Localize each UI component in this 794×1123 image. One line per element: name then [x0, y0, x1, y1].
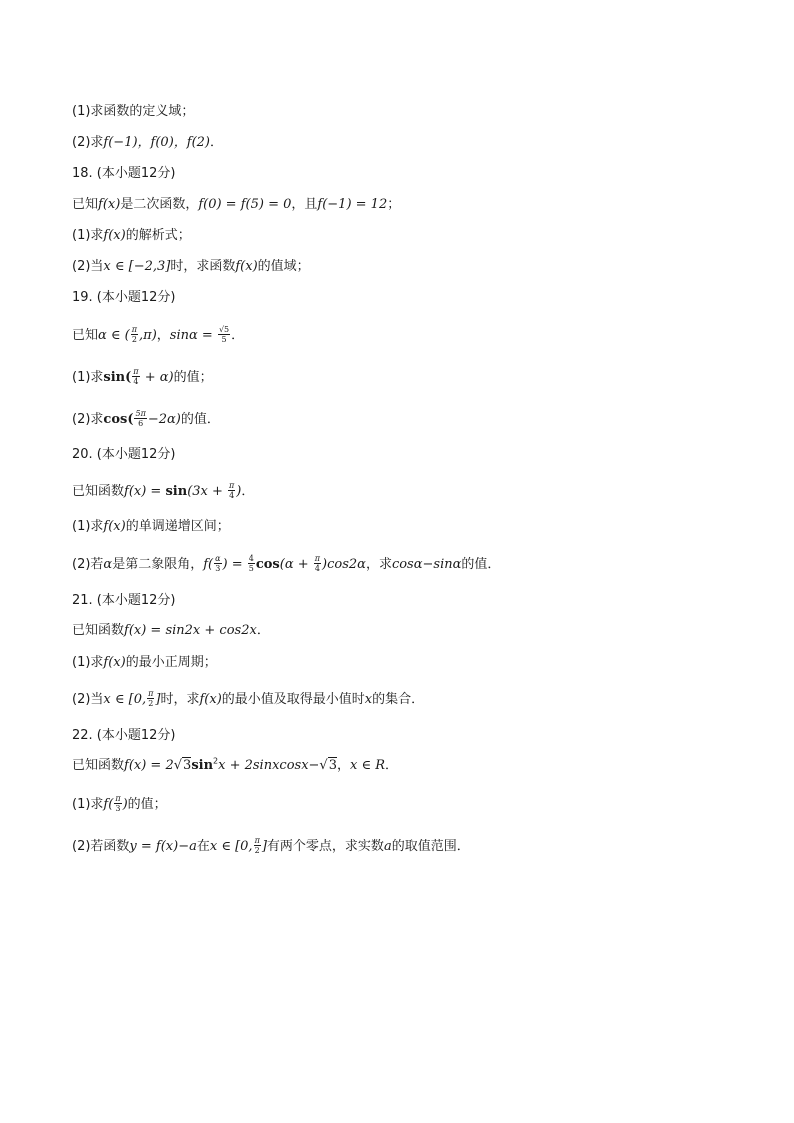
- fraction-numerator: π: [229, 481, 235, 490]
- fraction: [254, 836, 261, 855]
- text: 的最小正周期；: [125, 655, 217, 670]
- text: (2)当: [72, 259, 104, 274]
- fraction-denominator: 2: [131, 335, 137, 344]
- fraction-denominator: 4: [133, 377, 139, 386]
- math: x ∈ [−2,3]: [103, 259, 171, 274]
- text: ，且: [291, 197, 318, 212]
- q19-stem: [72, 326, 244, 345]
- q18-part1: [72, 227, 191, 245]
- text: (1)求: [72, 370, 104, 385]
- q22-part2: [72, 837, 470, 856]
- text: 的值．: [180, 412, 220, 427]
- sqrt-radicand: 3: [183, 758, 192, 773]
- question-number: 20. (本小题12分): [72, 447, 176, 462]
- text: 已知函数: [72, 758, 125, 773]
- math: f(: [203, 557, 214, 572]
- math: f(x): [235, 259, 258, 274]
- text: 是第二象限角，: [112, 557, 204, 572]
- exponent: 2: [213, 756, 219, 766]
- math: f(−1)，f(0)，f(2): [103, 135, 210, 150]
- q21-stem: [72, 622, 270, 640]
- math: ): [236, 484, 242, 499]
- question-number: 18. (本小题12分): [72, 166, 176, 181]
- question-number: 22. (本小题12分): [72, 728, 176, 743]
- math: x ∈ R: [350, 758, 386, 773]
- fraction: [114, 794, 121, 813]
- math: f(x) =: [124, 484, 166, 499]
- q20-part2: [72, 555, 500, 574]
- math: (α +: [279, 557, 313, 572]
- q21-part1: [72, 654, 217, 672]
- fraction-denominator: 4: [314, 564, 320, 573]
- q19-part2: [72, 410, 220, 429]
- fraction-numerator: α: [215, 554, 221, 563]
- fraction-numerator: π: [314, 554, 321, 563]
- text: (1)求: [72, 655, 104, 670]
- math: α ∈ (: [98, 328, 130, 343]
- math-function: sin: [165, 484, 188, 499]
- math: −2α): [147, 412, 181, 427]
- text: 时，求: [160, 692, 200, 707]
- q17-part2: [72, 134, 223, 152]
- math: f(x): [98, 197, 121, 212]
- text: 在: [196, 839, 210, 854]
- sqrt-symbol: √: [173, 758, 183, 773]
- text: 的取值范围．: [391, 839, 470, 854]
- math: f(x): [103, 228, 126, 243]
- fraction: [131, 325, 138, 344]
- q20-part1: [72, 518, 230, 536]
- text: (2)当: [72, 692, 104, 707]
- text: (2)若函数: [72, 839, 130, 854]
- math: f(x) = sin2x + cos2x: [124, 623, 257, 638]
- text: ．: [241, 484, 255, 499]
- text: ．: [231, 328, 245, 343]
- math: a: [383, 839, 392, 854]
- math: f(x) = 2: [124, 758, 174, 773]
- math-function: sin: [191, 758, 214, 773]
- text: (1)求: [72, 228, 104, 243]
- fraction-denominator: 5: [248, 564, 254, 573]
- text: 已知: [72, 197, 99, 212]
- fraction-numerator: π: [133, 367, 139, 376]
- text: (2)求: [72, 135, 104, 150]
- text: 已知函数: [72, 623, 125, 638]
- question-number: 21. (本小题12分): [72, 593, 176, 608]
- fraction: [147, 689, 154, 708]
- text: 的值；: [173, 370, 213, 385]
- math: f(x): [103, 519, 126, 534]
- text: ．: [385, 758, 399, 773]
- math: ]: [261, 839, 267, 854]
- q21-part2: [72, 690, 424, 709]
- fraction: [214, 554, 221, 573]
- fraction: [134, 409, 146, 428]
- fraction-denominator: 4: [229, 491, 235, 500]
- fraction-denominator: 3: [115, 804, 121, 813]
- fraction-numerator: π: [254, 836, 260, 845]
- fraction-numerator: π: [148, 689, 154, 698]
- fraction: [228, 481, 235, 500]
- text: 的值．: [461, 557, 501, 572]
- fraction-denominator: 2: [148, 699, 154, 708]
- text: 的最小值及取得最小值时: [221, 692, 365, 707]
- fraction: [218, 325, 230, 344]
- math: ): [122, 797, 128, 812]
- text: ．: [256, 623, 270, 638]
- math-function: cos(: [103, 412, 134, 427]
- text: 已知: [72, 328, 99, 343]
- fraction-numerator: π: [115, 794, 121, 803]
- math: x ∈ [0,: [209, 839, 253, 854]
- fraction: [314, 554, 321, 573]
- sqrt: [319, 757, 337, 773]
- text: (2)求: [72, 412, 104, 427]
- q19-part1: [72, 368, 213, 387]
- text: (2)若: [72, 557, 104, 572]
- q18-stem: [72, 196, 400, 214]
- q22-part1: [72, 795, 167, 814]
- question-number: 19. (本小题12分): [72, 290, 176, 305]
- q21-header: [72, 592, 176, 610]
- text: ，: [156, 328, 170, 343]
- text: ，求: [365, 557, 392, 572]
- text: (1)求: [72, 519, 104, 534]
- fraction-denominator: 2: [254, 846, 260, 855]
- text: 的解析式；: [125, 228, 191, 243]
- text: ；: [387, 197, 401, 212]
- math: sinα =: [169, 328, 217, 343]
- sqrt-radicand: 3: [328, 758, 337, 773]
- math: f(0) = f(5) = 0: [198, 197, 292, 212]
- math: ]: [155, 692, 161, 707]
- text: (1)求函数的定义域；: [72, 104, 195, 119]
- math-function: cos: [255, 557, 280, 572]
- fraction-numerator: 5π: [135, 409, 146, 418]
- math-function: sin(: [103, 370, 132, 385]
- fraction: [248, 554, 255, 573]
- text: 的集合．: [372, 692, 425, 707]
- fraction-numerator: √5: [218, 325, 230, 334]
- math: f(−1) = 12: [317, 197, 388, 212]
- q17-part1: [72, 103, 194, 121]
- math: f(x): [103, 655, 126, 670]
- math: f(x): [199, 692, 222, 707]
- math: (3x +: [187, 484, 228, 499]
- q20-header: [72, 446, 176, 464]
- text: (1)求: [72, 797, 104, 812]
- text: ．: [210, 135, 224, 150]
- math: f(: [103, 797, 114, 812]
- fraction: [132, 367, 139, 386]
- math: cosα−sinα: [391, 557, 462, 572]
- q18-header: [72, 165, 176, 183]
- text: 的值；: [127, 797, 167, 812]
- q22-header: [72, 727, 176, 745]
- math: x ∈ [0,: [103, 692, 147, 707]
- q22-stem: [72, 757, 398, 775]
- text: 是二次函数，: [120, 197, 199, 212]
- text: 的值域；: [257, 259, 310, 274]
- sqrt: [174, 757, 192, 773]
- text: 有两个零点，求实数: [266, 839, 384, 854]
- fraction-denominator: 5: [221, 335, 227, 344]
- fraction-denominator: 6: [138, 419, 144, 428]
- text: 的单调递增区间；: [125, 519, 230, 534]
- text: 已知函数: [72, 484, 125, 499]
- math: ,π): [139, 328, 157, 343]
- math: x: [364, 692, 373, 707]
- math: + α): [140, 370, 174, 385]
- math: )cos2α: [322, 557, 366, 572]
- text: 时，求函数: [170, 259, 236, 274]
- math: ) =: [222, 557, 247, 572]
- q19-header: [72, 289, 176, 307]
- fraction-numerator: 4: [248, 554, 254, 563]
- math: x + 2sinxcosx−: [218, 758, 320, 773]
- q18-part2: [72, 258, 310, 276]
- math: α: [103, 557, 113, 572]
- text: ，: [337, 758, 351, 773]
- fraction-denominator: 3: [215, 564, 221, 573]
- sqrt-symbol: √: [319, 758, 328, 773]
- fraction-numerator: π: [131, 325, 138, 334]
- q20-stem: [72, 482, 254, 501]
- math: y = f(x)−a: [129, 839, 197, 854]
